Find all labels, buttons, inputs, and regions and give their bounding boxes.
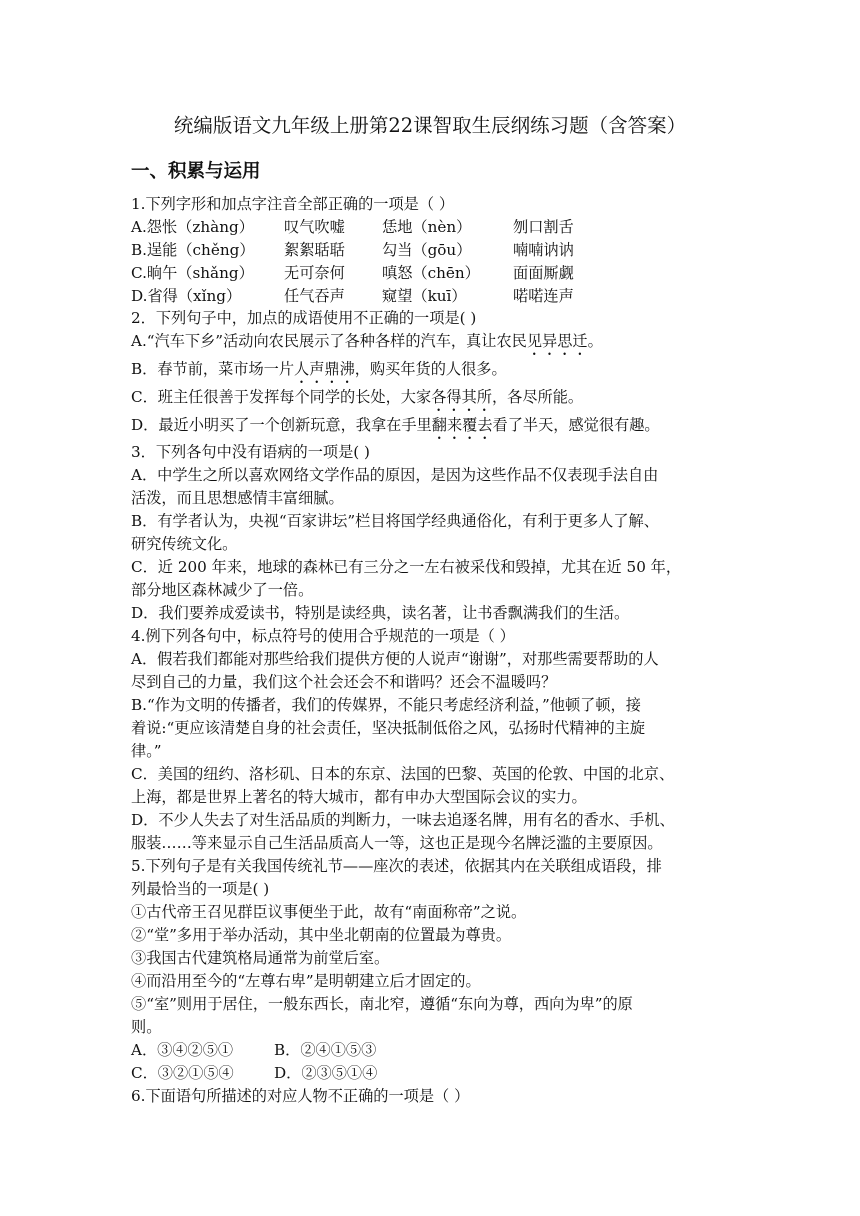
q2-b-idiom: 人声鼎沸 (294, 360, 355, 378)
q3-line: A．中学生之所以喜欢网络文学作品的原因，是因为这些作品不仅表现手法自由 (131, 466, 659, 484)
q1-option-d (131, 285, 574, 307)
q4-line: 服装……等来显示自己生活品质高人一等，这也正是现今名牌泛滥的主要原因。 (131, 834, 663, 852)
q2-b-pre: B．春节前，菜市场一片 (131, 360, 295, 378)
q3-line: D．我们要养成爱读书，特别是读经典，读名著，让书香飘满我们的生活。 (131, 604, 630, 622)
q1-b-4: 喃喃讷讷 (513, 241, 574, 259)
q2-c-idiom: 各得其所 (431, 388, 492, 406)
q5-option-d: D．②③⑤①④ (274, 1064, 378, 1082)
q3-line: 研究传统文化。 (131, 535, 238, 553)
q5-sentence: ⑤“室”则用于居住，一般东西长，南北窄，遵循“东向为尊，西向为卑”的原 (131, 995, 633, 1013)
q5-sentence: ④而沿用至今的“左尊右卑”是明朝建立后才固定的。 (131, 972, 481, 990)
q2-option-c (131, 386, 583, 415)
q2-stem: 2．下列句子中，加点的成语使用不正确的一项是( ) (131, 309, 477, 327)
q1-b-2: 絮絮聒聒 (284, 241, 345, 259)
q4-line: D．不少人失去了对生活品质的判断力，一味去追逐名牌，用有名的香水、手机、 (131, 811, 675, 829)
q5-sentence: ①古代帝王召见群臣议事便坐于此，故有“南面称帝”之说。 (131, 903, 527, 921)
q1-d-4: 喏喏连声 (513, 287, 574, 305)
q6-stem: 6.下面语句所描述的对应人物不正确的一项是（ ） (131, 1087, 470, 1105)
q5-option-c: C．③②①⑤④ (131, 1064, 234, 1082)
q1-stem: 1.下列字形和加点字注音全部正确的一项是（ ） (131, 195, 455, 213)
q2-a-post: 。 (587, 332, 603, 350)
q3-stem: 3．下列各句中没有语病的一项是( ) (131, 443, 370, 461)
q2-option-a (131, 330, 603, 359)
q1-c-4: 面面厮觑 (513, 264, 574, 282)
q1-a-1: A.怨怅（zhàng） (131, 218, 254, 236)
q3-line: B．有学者认为，央视“百家讲坛”栏目将国学经典通俗化，有利于更多人了解、 (131, 512, 659, 530)
q5-option-a: A．③④②⑤① (131, 1041, 234, 1059)
q4-line: A．假若我们都能对那些给我们提供方便的人说声“谢谢”，对那些需要帮助的人 (131, 650, 659, 668)
q1-a-4: 刎口割舌 (513, 218, 574, 236)
q1-d-1: D.省得（xǐng） (131, 287, 242, 305)
q4-line: C．美国的纽约、洛杉矶、日本的东京、法国的巴黎、英国的伦敦、中国的北京、 (131, 765, 675, 783)
q1-d-3: 窥望（kuī） (382, 287, 467, 305)
q5-sentence: ②“堂”多用于举办活动，其中坐北朝南的位置最为尊贵。 (131, 926, 512, 944)
section-heading: 一、积累与运用 (131, 161, 261, 182)
q1-option-a (131, 216, 574, 238)
q5-sentence: 则。 (131, 1018, 162, 1036)
q3-line: 部分地区森林减少了一倍。 (131, 581, 314, 599)
q5-stem: 5.下列句子是有关我国传统礼节——座次的表述，依据其内在关联组成语段，排 (131, 857, 662, 875)
q2-d-idiom: 翻来覆去 (431, 416, 493, 434)
q2-b-post: ，购买年货的人很多。 (354, 360, 507, 378)
q1-b-3: 勾当（gōu） (382, 241, 472, 259)
q5-options-row (131, 1039, 376, 1061)
q1-c-3: 嗔怒（chēn） (382, 264, 480, 282)
q2-c-pre: C．班主任很善于发挥每个同学的长处，大家 (131, 388, 432, 406)
q4-line: 尽到自己的力量，我们这个社会还会不和谐吗？还会不温暖吗？ (131, 673, 557, 691)
q3-line: 活泼，而且思想感情丰富细腻。 (131, 489, 344, 507)
q1-c-2: 无可奈何 (284, 264, 345, 282)
q1-option-b (131, 239, 574, 261)
q1-b-1: B.逞能（chěng） (131, 241, 255, 259)
q1-a-2: 叹气吹嘘 (284, 218, 345, 236)
q5-option-b: B．②④①⑤③ (274, 1041, 377, 1059)
q4-line: 上海，都是世界上著名的特大城市，都有申办大型国际会议的实力。 (131, 788, 587, 806)
q4-stem: 4.例下列各句中，标点符号的使用合乎规范的一项是（ ） (131, 627, 515, 645)
q4-line: B.“作为文明的传播者，我们的传媒界，不能只考虑经济利益，”他顿了顿，接 (131, 696, 641, 714)
q2-d-pre: D．最近小明买了一个创新玩意，我拿在手里 (131, 416, 432, 434)
q5-stem-cont: 列最恰当的一项是( ) (131, 880, 270, 898)
q1-c-1: C.晌午（shǎng） (131, 264, 254, 282)
q2-a-pre: A.“汽车下乡”活动向农民展示了各种各样的汽车，真让农民 (131, 332, 527, 350)
q2-c-post: ，各尽所能。 (491, 388, 584, 406)
q2-option-b (131, 358, 507, 387)
q3-line: C．近 200 年来，地球的森林已有三分之一左右被采伐和毁掉，尤其在近 50 年， (131, 558, 682, 576)
q5-options-row (131, 1062, 377, 1084)
q2-option-d (131, 414, 660, 443)
q2-a-idiom: 见异思迁 (526, 332, 588, 350)
q1-option-c (131, 262, 574, 284)
document-title: 统编版语文九年级上册第22课智取生辰纲练习题（含答案） (173, 114, 687, 137)
q1-d-2: 任气吞声 (284, 287, 345, 305)
q4-line: 律。” (131, 742, 162, 760)
q1-a-3: 恁地（nèn） (382, 218, 472, 236)
q2-d-post: 看了半天，感觉很有趣。 (492, 416, 660, 434)
q5-sentence: ③我国古代建筑格局通常为前堂后室。 (131, 949, 390, 967)
q4-line: 着说:“更应该清楚自身的社会责任，坚决抵制低俗之风，弘扬时代精神的主旋 (131, 719, 646, 737)
